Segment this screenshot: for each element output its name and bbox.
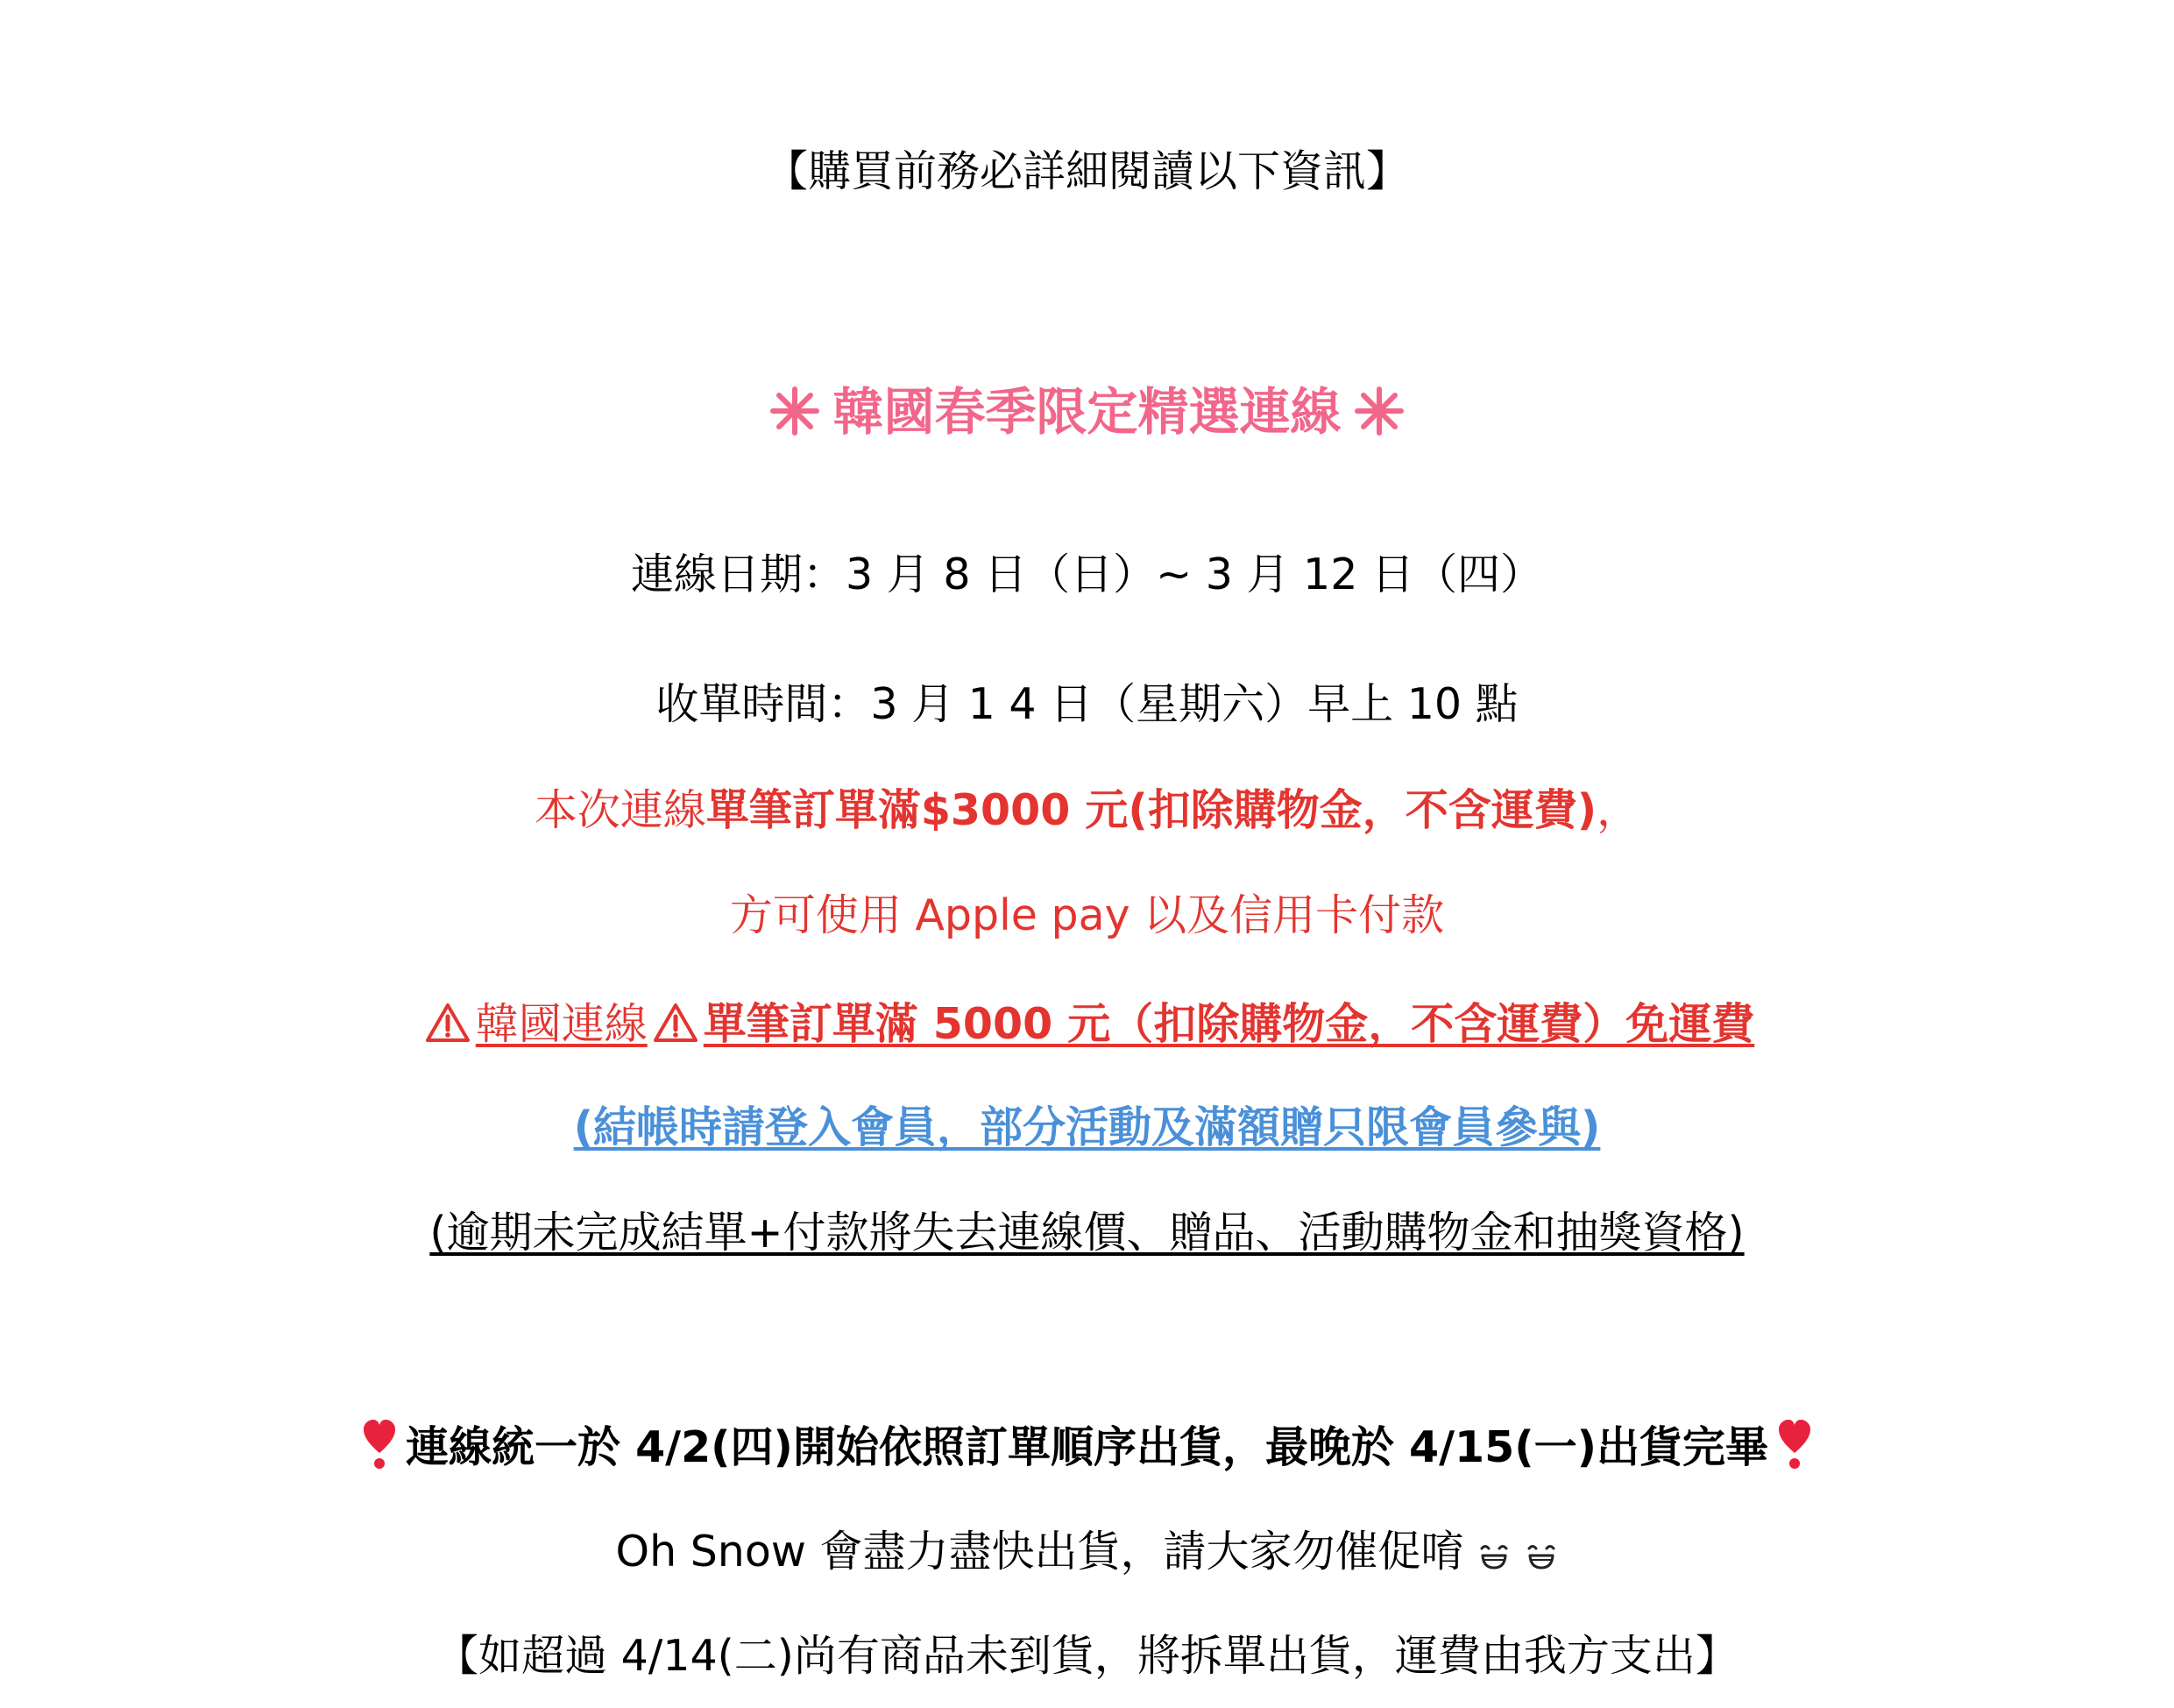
payment-suffix: ， (1597, 785, 1640, 835)
shipping-schedule (0, 1418, 2174, 1485)
split-shipment-note: 【如超過 4/14(二)尚有商品未到貨，將拆單出貨，運費由我方支出】 (436, 1631, 1738, 1681)
campaign-heading (0, 384, 2174, 447)
campaign-dates: 連線日期：3 月 8 日（日）~ 3 月 12 日（四） (631, 549, 1543, 599)
notice-title: 【購買前務必詳細閱讀以下資訊】 (764, 146, 1409, 196)
payment-prefix: 本次連線 (534, 785, 706, 835)
heart-exclamation-icon (1777, 1418, 1812, 1485)
heart-exclamation-icon (362, 1418, 397, 1485)
member-note-text: (結帳時請登入會員，部分活動及滿額贈只限會員參與) (573, 1102, 1601, 1152)
shipping-schedule-text: 連線統一於 4/2(四)開始依照訂單順序出貨，最晚於 4/15(一)出貨完畢 (406, 1422, 1768, 1472)
payment-threshold: 單筆訂單滿$3000 元(扣除購物金，不含運費) (705, 785, 1597, 835)
warning-icon (425, 1002, 471, 1058)
free-shipping-text: 單筆訂單滿 5000 元（扣除購物金，不含運費）免運費 (703, 999, 1755, 1049)
payment-condition (0, 783, 2174, 839)
order-cutoff: 收單時間：3 月 1 4 日（星期六）早上 10 點 (655, 679, 1519, 729)
snowflake-icon (769, 386, 820, 447)
warning-icon (653, 1002, 698, 1058)
payment-methods: 方可使用 Apple pay 以及信用卡付款 (729, 890, 1445, 940)
ohsnow-note (0, 1524, 2174, 1585)
free-shipping-label: 韓國連線 (475, 999, 648, 1049)
member-note (0, 1100, 2174, 1156)
snowflake-icon (1354, 386, 1405, 447)
ohsnow-note-text: Oh Snow 會盡力盡快出貨，請大家勿催促唷 (615, 1527, 1464, 1577)
free-shipping-notice (0, 996, 2174, 1058)
overdue-note-text: (逾期未完成結單+付款將失去連線價、贈品、活動購物金和抽獎資格) (429, 1208, 1745, 1258)
grin-face-icon (1476, 1529, 1512, 1585)
overdue-note (0, 1205, 2174, 1261)
heading-text: 韓國春季限定精選連線 (832, 382, 1342, 442)
grin-face-icon (1524, 1529, 1559, 1585)
